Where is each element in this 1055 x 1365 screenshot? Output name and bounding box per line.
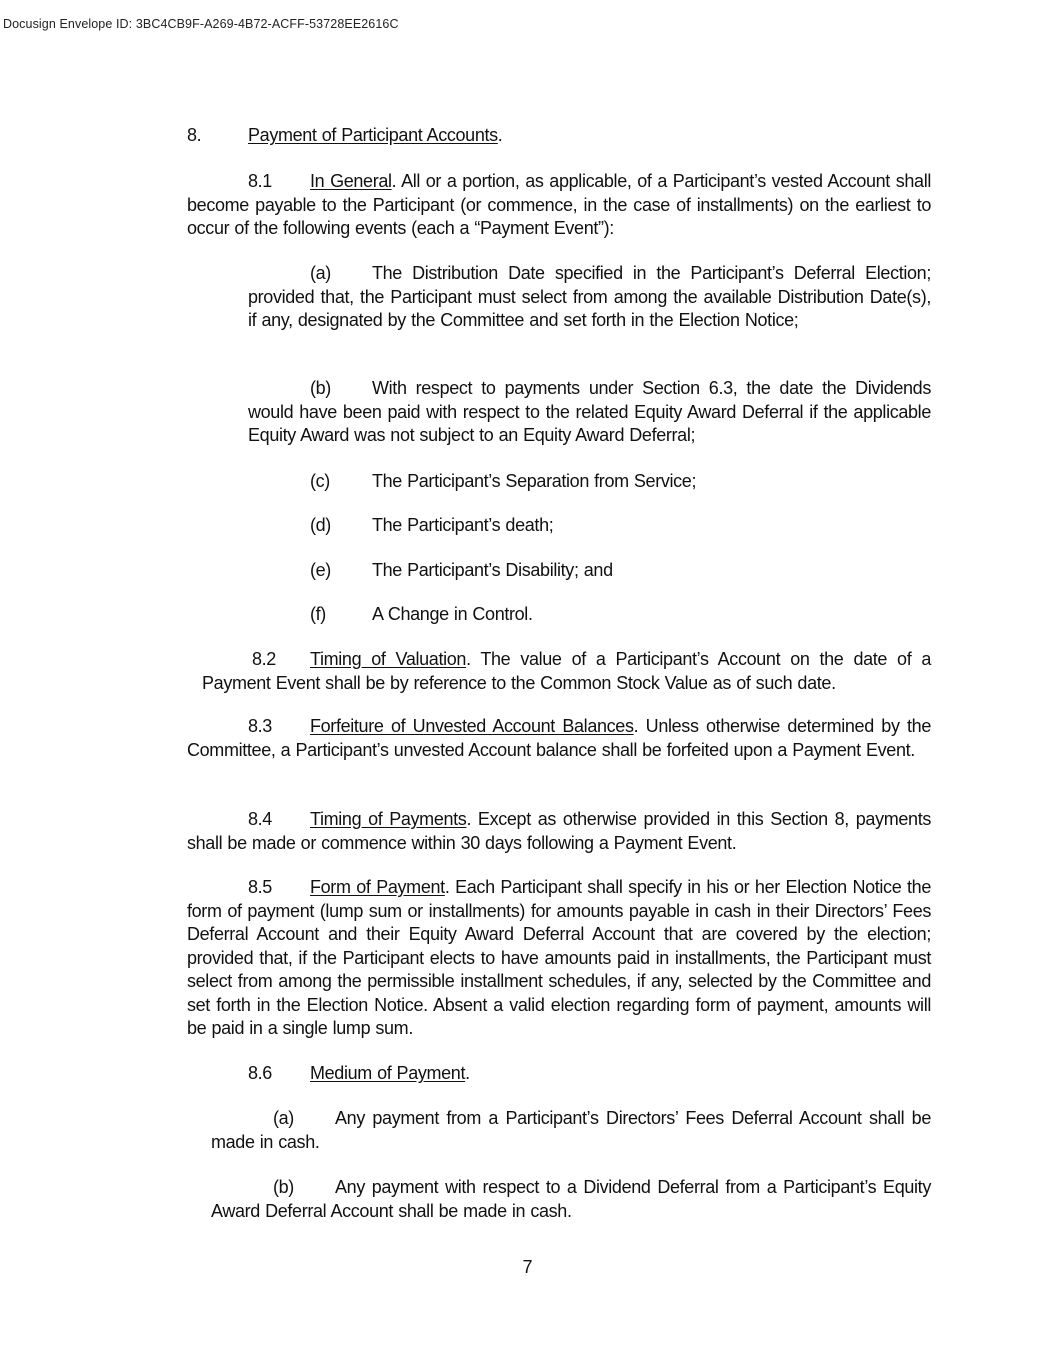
paragraph-8-3: 8.3 Forfeiture of Unvested Account Balances. Unless otherwise determined by the Committee, a Participant’s unvested Account balance shall be forfeited upon a Payment Event. [187,716,931,760]
heading-in-general: In General [310,171,392,191]
list-item-8-6-b: (b) Any payment with respect to a Dividend Deferral from a Participant’s Equity Award Deferral Account shall be made in cash. [211,1177,931,1221]
paragraph-8-4: 8.4 Timing of Payments. Except as otherwise provided in this Section 8, payments shall be made or commence within 30 days following a Payment Event. [187,809,931,853]
list-item-8-1-f: (f) A Change in Control. [310,604,533,624]
heading-forfeiture: Forfeiture of Unvested Account Balances [310,716,634,736]
section-heading: 8. Payment of Participant Accounts. [187,125,503,145]
list-item-8-6-a: (a) Any payment from a Participant’s Directors’ Fees Deferral Account shall be made in cash. [211,1108,931,1152]
paragraph-8-6: 8.6 Medium of Payment. [248,1063,470,1083]
heading-medium-of-payment: Medium of Payment [310,1063,466,1083]
envelope-id: Docusign Envelope ID: 3BC4CB9F-A269-4B72-ACFF-53728EE2616C [3,17,399,31]
heading-timing-of-payments: Timing of Payments [310,809,467,829]
heading-form-of-payment: Form of Payment [310,877,445,897]
page-number: 7 [522,1257,533,1277]
list-item-8-1-b: (b) With respect to payments under Section 6.3, the date the Dividends would have been paid with respect to the related Equity Award Deferral if the applicable Equity Award was not subject to an Equity Award Deferral; [248,378,931,445]
paragraph-8-2: 8.2 Timing of Valuation. The value of a Participant’s Account on the date of a Payment Event shall be by reference to the Common Stock Value as of such date. [202,649,931,693]
list-item-8-1-e: (e) The Participant’s Disability; and [310,560,613,580]
paragraph-8-1: 8.1 In General. All or a portion, as applicable, of a Participant’s vested Account shall become payable to the Participant (or commence, in the case of installments) on the earliest to occur of the following events (each a “Payment Event”): [187,171,931,238]
paragraph-8-5: 8.5 Form of Payment. Each Participant shall specify in his or her Election Notice the form of payment (lump sum or installments) for amounts payable in cash in their Directors’ Fees Deferral Account and their Equity Award Deferral Account that are covered by the election; provided that, if the Participant elects to have amounts paid in installments, the Participant must select from among the permissible installment schedules, if any, selected by the Committee and set forth in the Election Notice. Absent a valid election regarding form of payment, amounts will be paid in a single lump sum. [187,877,931,1038]
list-item-8-1-a: (a) The Distribution Date specified in the Participant’s Deferral Election; provided that, the Participant must select from among the available Distribution Date(s), if any, designated by the Committee and set forth in the Election Notice; [248,263,931,330]
list-item-8-1-c: (c) The Participant’s Separation from Service; [310,471,697,491]
section-title: Payment of Participant Accounts [248,125,498,145]
list-item-8-1-d: (d) The Participant’s death; [310,515,554,535]
heading-timing-of-valuation: Timing of Valuation [310,649,467,669]
